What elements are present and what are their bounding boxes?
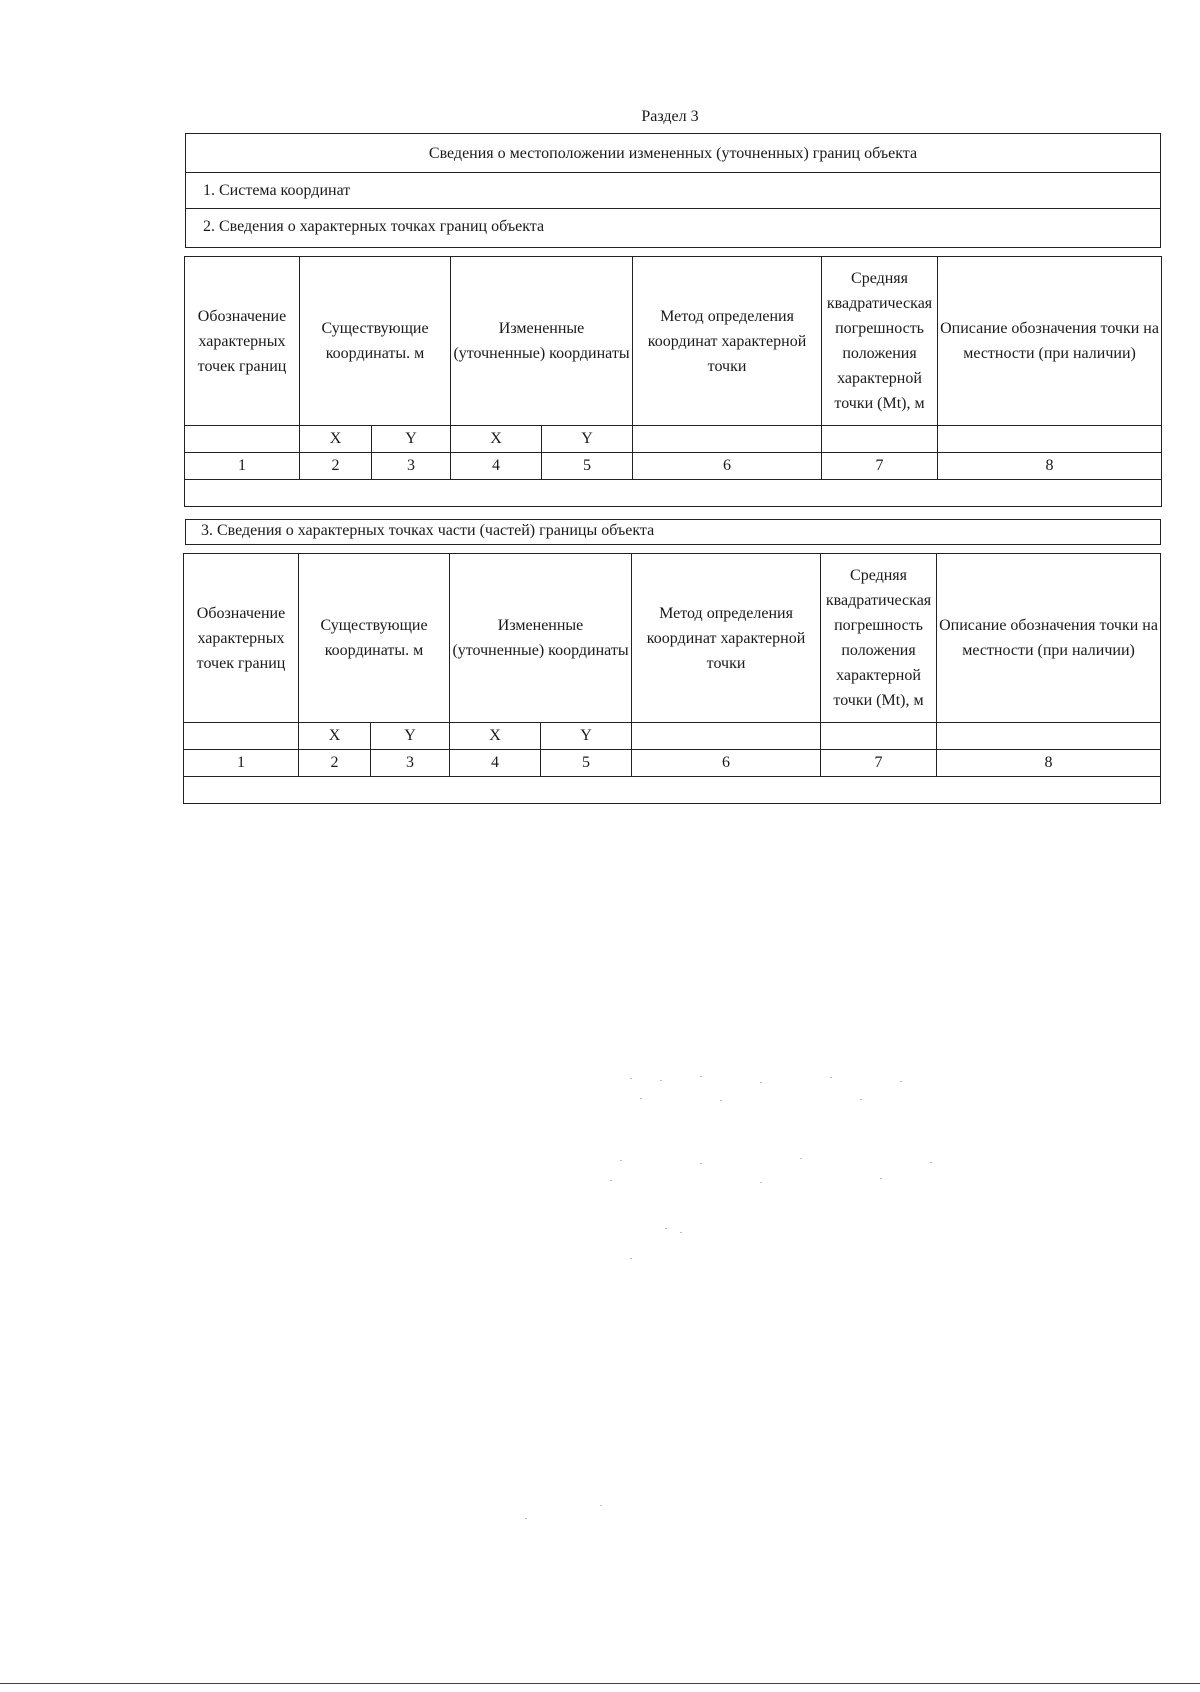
boundary-points-table [184,256,1162,507]
boundary-points-title: 2. Сведения о характерных точках границ объекта [203,218,545,235]
empty-data-row [184,777,1161,804]
changed-y-label: Y [541,723,632,750]
changed-y-label: Y [542,426,633,453]
part-points-table [183,553,1161,804]
column-number: 5 [541,750,632,777]
column-number: 8 [937,750,1161,777]
column-number: 7 [821,750,937,777]
changed-x-label: X [451,426,542,453]
boundaries-heading: Сведения о местоположении измененных (уточненных) границ объекта [186,134,1160,173]
column-number: 5 [542,453,633,480]
existing-x-label: X [300,426,372,453]
header-description: Описание обозначения точки на местности (при наличии) [938,257,1162,426]
header-method: Метод определения координат характерной точки [633,257,822,426]
header-changed-coords: Измененные (уточненные) координаты [451,257,633,426]
header-designation: Обозначение характерных точек границ [185,257,300,426]
xy-cell-empty [633,426,822,453]
header-description: Описание обозначения точки на местности (при наличии) [937,554,1161,723]
column-number: 7 [822,453,938,480]
header-rmse: Средняя квадратическая погрешность положения характерной точки (Mt), м [821,554,937,723]
column-number: 1 [185,453,300,480]
header-method: Метод определения координат характерной точки [632,554,821,723]
existing-y-label: Y [371,723,450,750]
column-number: 3 [372,453,451,480]
page-bottom-edge [0,1683,1200,1684]
header-existing-coords: Существующие координаты. м [299,554,450,723]
column-number: 2 [300,453,372,480]
header-changed-coords: Измененные (уточненные) координаты [450,554,632,723]
part-points-title: 3. Сведения о характерных точках части (частей) границы объекта [201,522,655,539]
column-number: 3 [371,750,450,777]
header-rmse: Средняя квадратическая погрешность положения характерной точки (Mt), м [822,257,938,426]
xy-cell-empty [821,723,937,750]
xy-cell-empty [937,723,1161,750]
xy-cell-empty [185,426,300,453]
xy-cell-empty [822,426,938,453]
column-number: 2 [299,750,371,777]
xy-cell-empty [632,723,821,750]
column-number: 1 [184,750,299,777]
column-number: 4 [451,453,542,480]
xy-cell-empty [938,426,1162,453]
existing-y-label: Y [372,426,451,453]
changed-x-label: X [450,723,541,750]
section-title: Раздел 3 [641,108,699,125]
column-number: 6 [633,453,822,480]
xy-cell-empty [184,723,299,750]
header-designation: Обозначение характерных точек границ [184,554,299,723]
column-number: 8 [938,453,1162,480]
part-points-box [185,519,1161,545]
existing-x-label: X [299,723,371,750]
coordinate-system-row: 1. Система координат [186,173,1160,209]
header-existing-coords: Существующие координаты. м [300,257,451,426]
boundaries-info-box [185,133,1161,248]
column-number: 4 [450,750,541,777]
column-number: 6 [632,750,821,777]
empty-data-row [185,480,1162,507]
